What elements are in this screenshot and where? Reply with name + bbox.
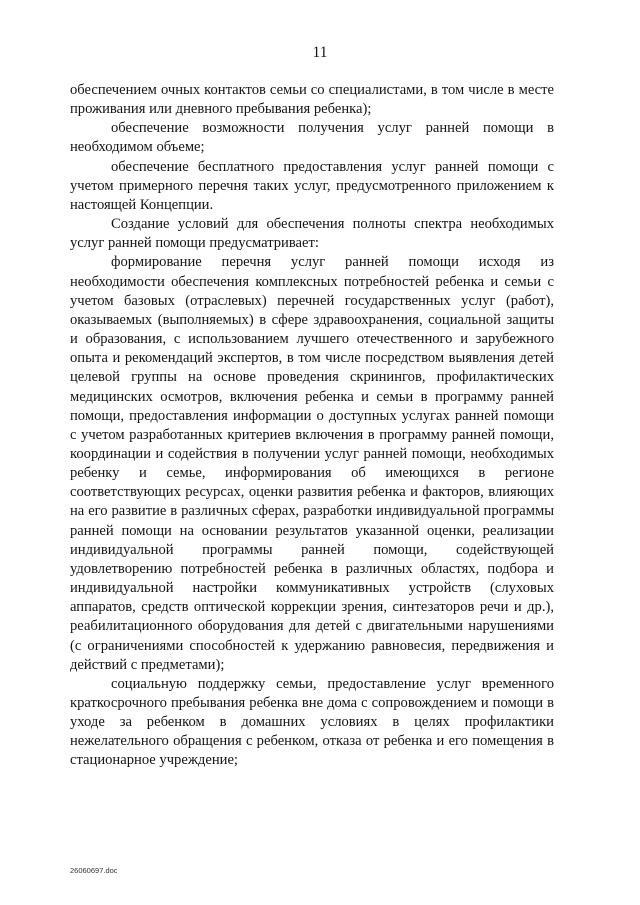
paragraph-3: обеспечение бесплатного предоставления услуг ранней помощи с учетом примерного перечня таких услуг, предусмотренного приложением к настоящей Концепции. — [70, 158, 554, 213]
document-body — [70, 81, 554, 771]
paragraph-1: обеспечением очных контактов семьи со специалистами, в том числе в месте проживания или дневного пребывания ребенка); — [70, 82, 554, 118]
page-number: 11 — [312, 44, 328, 61]
paragraph-4: Создание условий для обеспечения полноты спектра необходимых услуг ранней помощи предусматривает: — [70, 216, 554, 252]
paragraph-5: формирование перечня услуг ранней помощи исходя из необходимости обеспечения комплексных потребностей ребенка и семьи с учетом базовых (отраслевых) перечней государственных услуг (работ), оказываемых (выполняемых) в сфере здравоохранения, социальной защиты и образования, с использованием лучшего отечественного и зарубежного опыта и рекомендаций экспертов, в том числе посредством выявления детей целевой группы на основе проведения скринингов, профилактических медицинских осмотров, включения ребенка и семьи в программу ранней помощи, предоставления информации о доступных услугах ранней помощи с учетом разработанных критериев включения в программу ранней помощи, координации и содействия в получении услуг ранней помощи, необходимых ребенку и семье, информирования об имеющихся в регионе соответствующих ресурсах, оценки развития ребенка и факторов, влияющих на его развитие в различных сферах, разработки индивидуальной программы ранней помощи на основании результатов указанной оценки, реализации индивидуальной программы ранней помощи, содействующей удовлетворению потребностей ребенка в различных областях, подбора и индивидуальной настройки коммуникативных устройств (слуховых аппаратов, средств оптической коррекции зрения, синтезаторов речи и др.), реабилитационного оборудования для детей с двигательными нарушениями (с ограничениями способностей к удержанию равновесия, передвижения и действий с предметами); — [70, 254, 554, 673]
paragraph-2: обеспечение возможности получения услуг ранней помощи в необходимом объеме; — [70, 120, 554, 156]
paragraph-6: социальную поддержку семьи, предоставление услуг временного краткосрочного пребывания ребенка вне дома с сопровождением и помощи в уходе за ребенком в домашних условиях в целях профилактики нежелательного обращения с ребенком, отказа от ребенка и его помещения в стационарное учреждение; — [70, 675, 554, 769]
file-name-footer: 26060697.doc — [70, 866, 118, 875]
